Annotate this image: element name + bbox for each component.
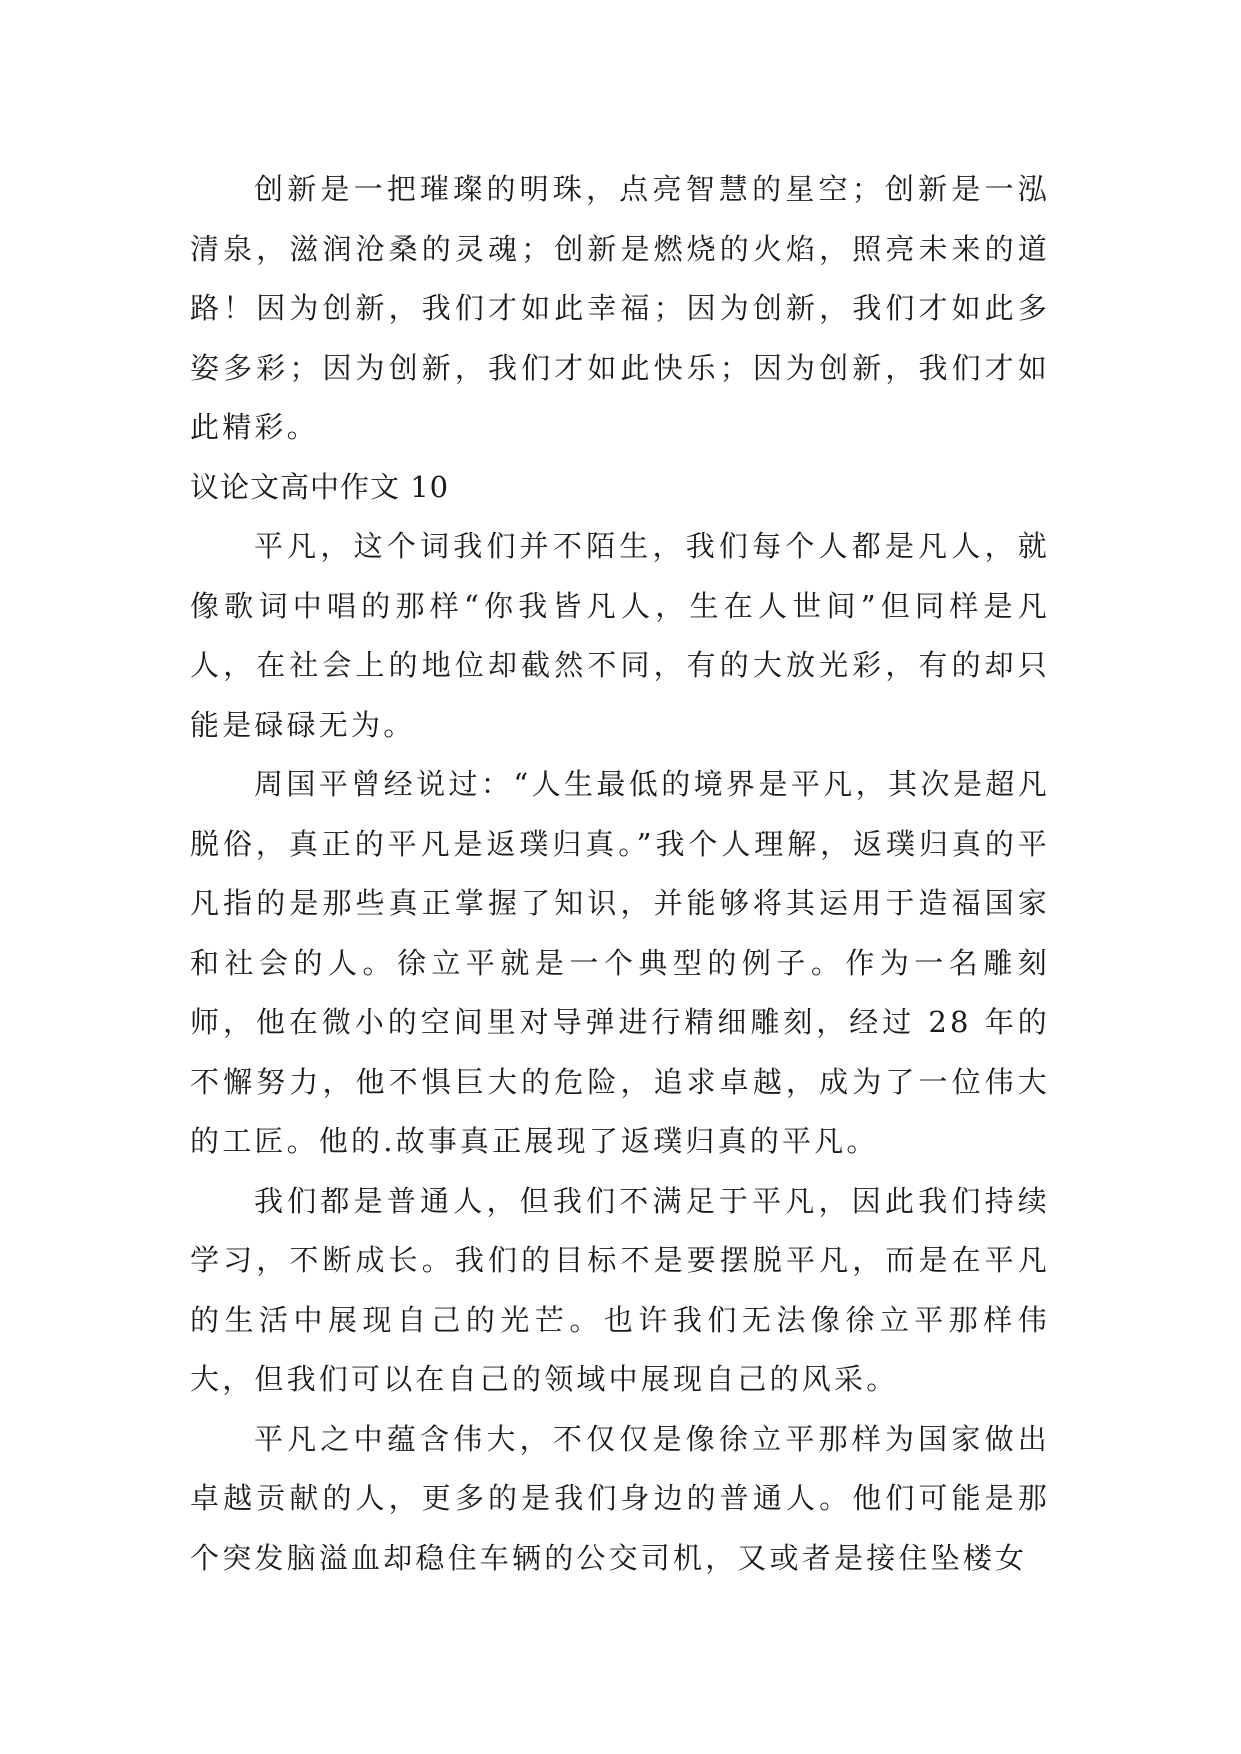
paragraph-ordinary-people: 我们都是普通人，但我们不满足于平凡，因此我们持续学习，不断成长。我们的目标不是要摆脱平凡，而是在平凡的生活中展现自己的光芒。也许我们无法像徐立平那样伟大，但我们可以在自己的领域中展现自己的风采。 xyxy=(190,1183,1050,1396)
paragraph-zhou-guoping-quote: 周国平曾经说过：“人生最低的境界是平凡，其次是超凡脱俗，真正的平凡是返璞归真。”我个人理解，返璞归真的平凡指的是那些真正掌握了知识，并能够将其运用于造福国家和社会的人。徐立平就是一个典型的例子。作为一名雕刻师，他在微小的空间里对导弹进行精细雕刻，经过 28 年的不懈努力，他不惧巨大的危险，追求卓越，成为了一位伟大的工匠。他的.故事真正展现了返璞归真的平凡。 xyxy=(190,767,1050,1158)
paragraph-greatness-in-ordinary: 平凡之中蕴含伟大，不仅仅是像徐立平那样为国家做出卓越贡献的人，更多的是我们身边的普通人。他们可能是那个突发脑溢血却稳住车辆的公交司机，又或者是接住坠楼女 xyxy=(190,1421,1050,1575)
paragraph-innovation: 创新是一把璀璨的明珠，点亮智慧的星空；创新是一泓清泉，滋润沧桑的灵魂；创新是燃烧的火焰，照亮未来的道路！因为创新，我们才如此幸福；因为创新，我们才如此多姿多彩；因为创新，我们才如此快乐；因为创新，我们才如此精彩。 xyxy=(190,172,1050,444)
essay-heading: 议论文高中作文 10 xyxy=(190,469,450,504)
document-body xyxy=(190,160,1050,1588)
paragraph-ordinary: 平凡，这个词我们并不陌生，我们每个人都是凡人，就像歌词中唱的那样“你我皆凡人，生在人世间”但同样是凡人，在社会上的地位却截然不同，有的大放光彩，有的却只能是碌碌无为。 xyxy=(190,529,1050,742)
